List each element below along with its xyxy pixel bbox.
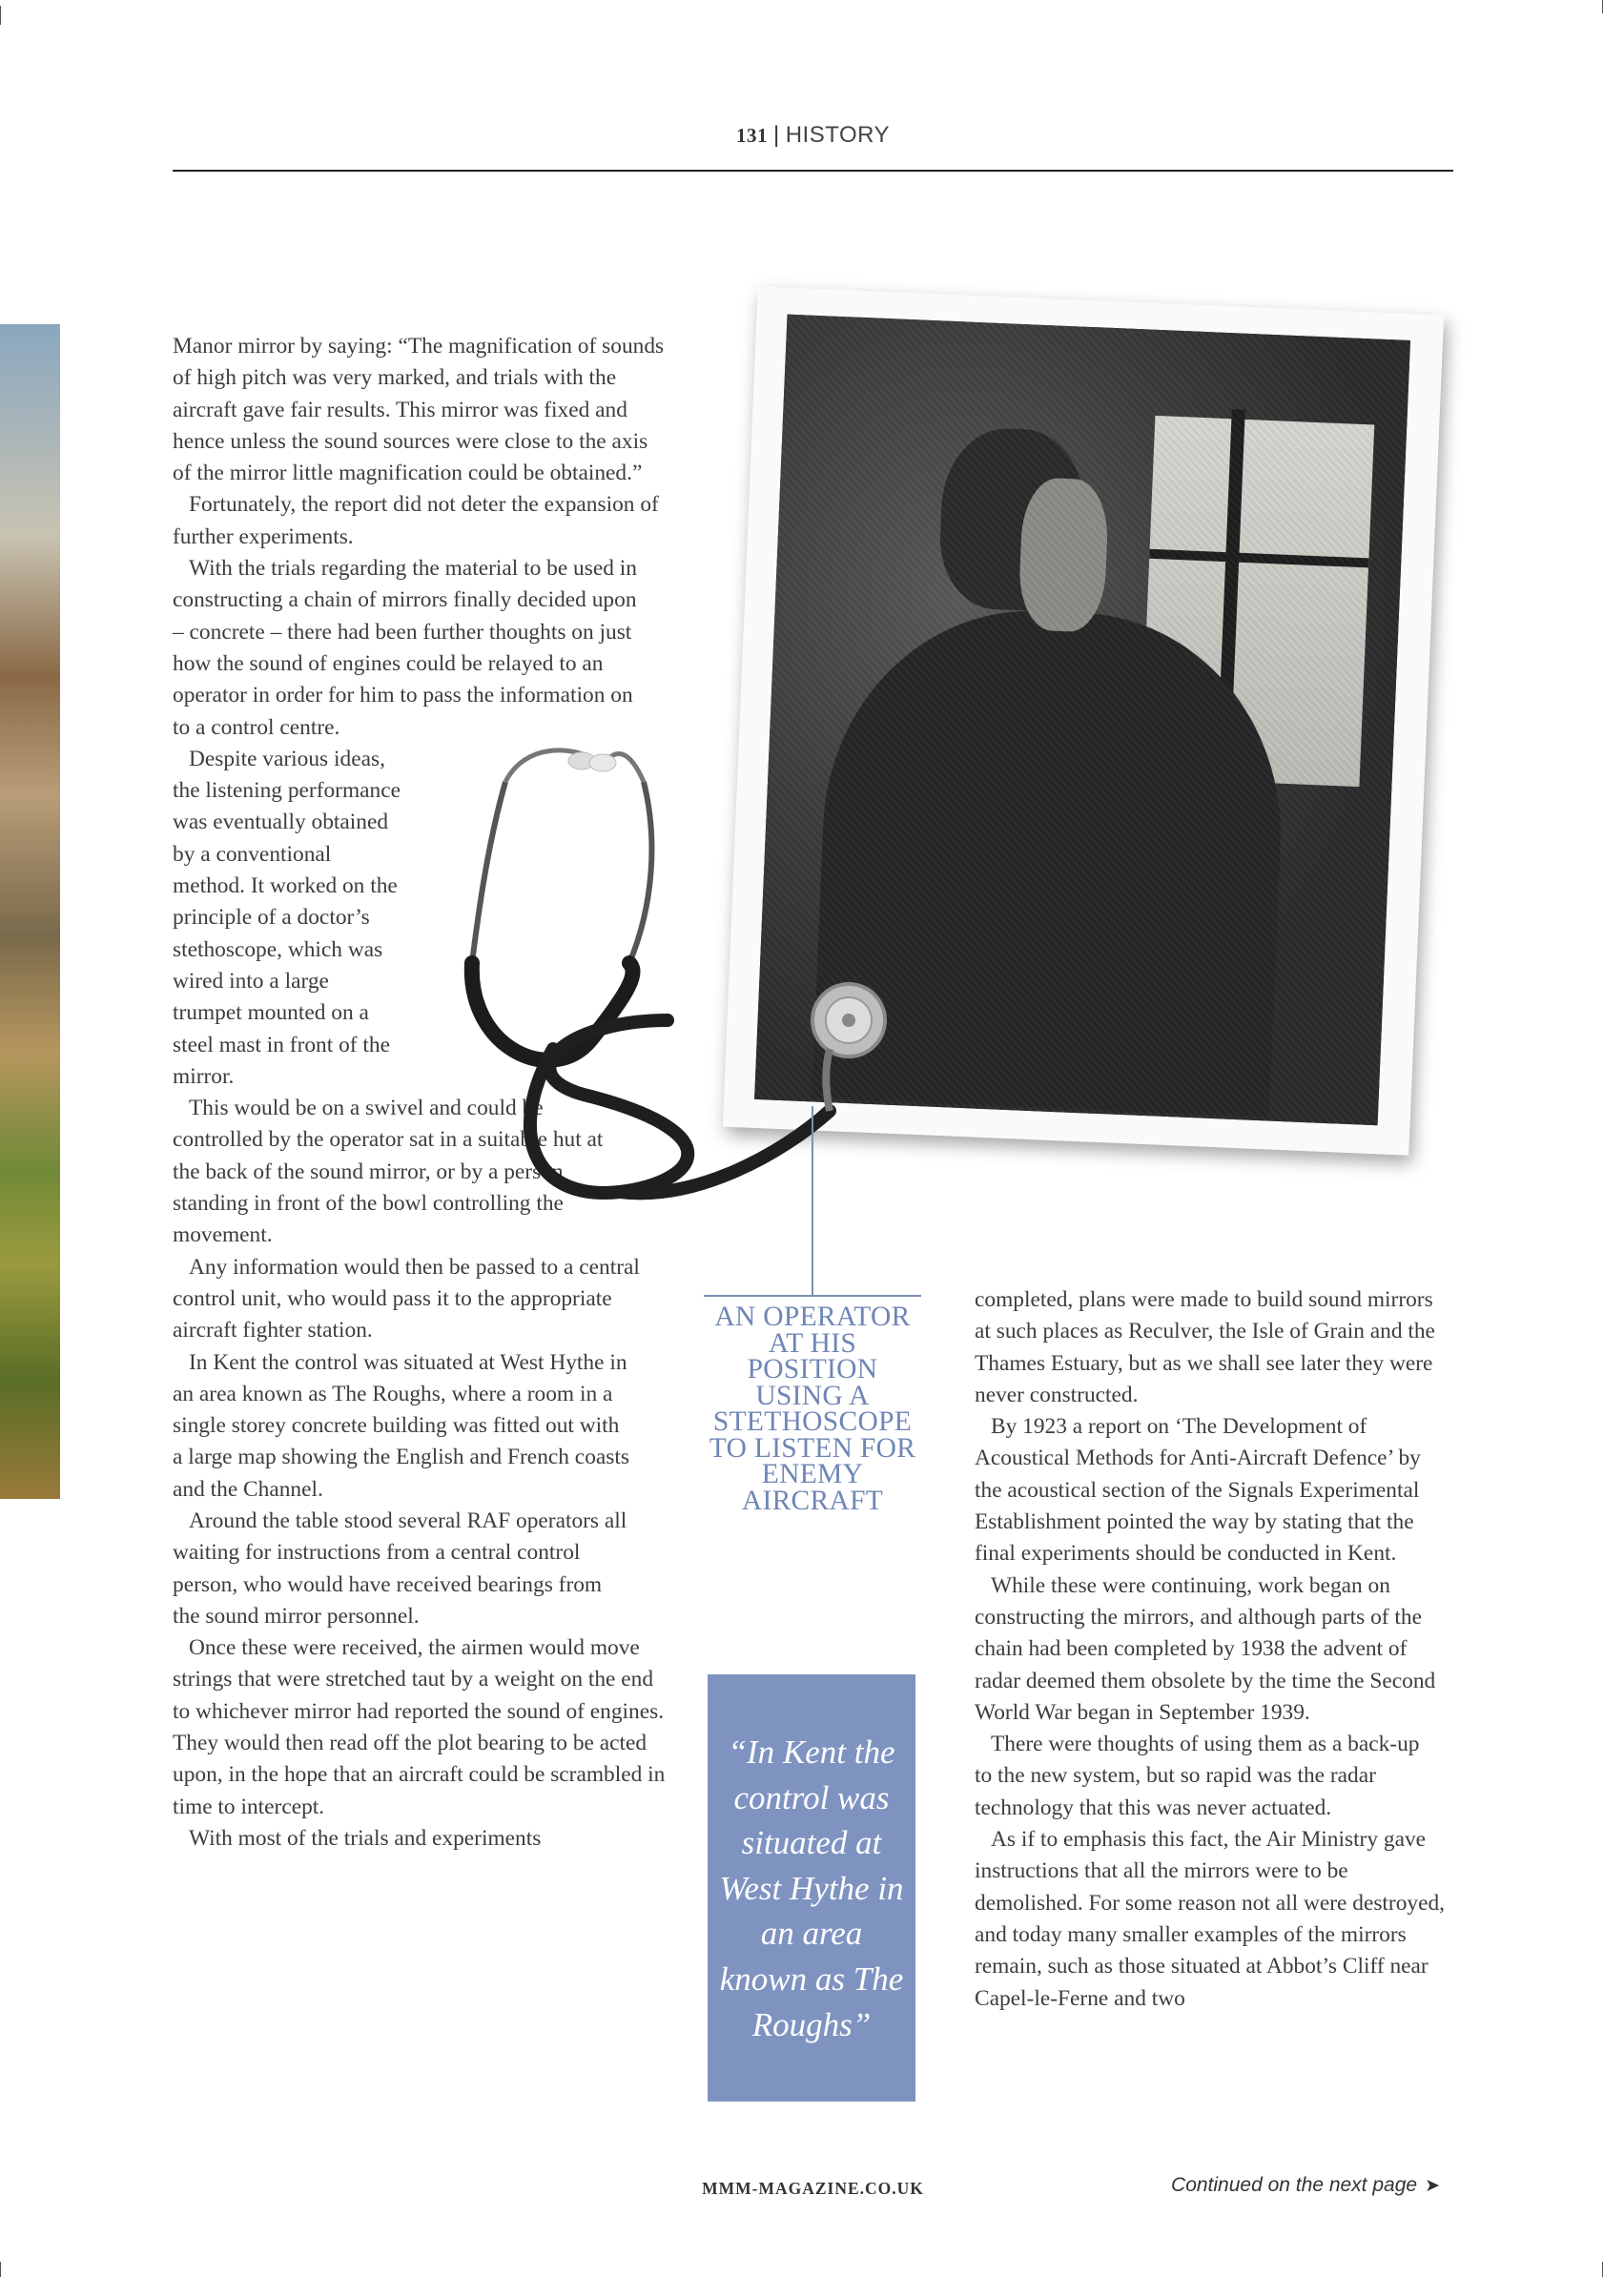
paragraph: Any information would then be passed to a central control unit, who would pass it to the appropriate aircraft fighter station. bbox=[173, 1254, 640, 1344]
paragraph: With the trials regarding the material to be used in constructing a chain of mirrors finally decided upon – concrete – there had been further thoughts on just how the sound of engines could be relayed to an operator in order for him to pass the information on to a control centre. bbox=[173, 556, 637, 740]
paragraph: There were thoughts of using them as a back-up to the new system, but so rapid was the radar technology that this was never actuated. bbox=[975, 1732, 1420, 1820]
caption-connector bbox=[812, 1106, 813, 1295]
header-separator: | bbox=[772, 122, 780, 148]
caption-rule bbox=[704, 1295, 921, 1297]
arrow-right-icon: ➤ bbox=[1425, 2176, 1440, 2196]
photo-caption: AN OPERATOR AT HIS POSITION USING A STETHOSCOPE TO LISTEN FOR ENEMY AIRCRAFT bbox=[709, 1302, 916, 1516]
continued-text: Continued on the next page bbox=[1171, 2174, 1418, 2196]
footer-website: MMM-MAGAZINE.CO.UK bbox=[702, 2179, 924, 2198]
crop-mark bbox=[1602, 2262, 1603, 2277]
paragraph: Once these were received, the airmen would move strings that were stretched taut by a weight on the end to whichever mirror had reported the sound of engines. They would then read off the plot bearing to be acted upon, in the hope that an aircraft could be scrambled in time to intercept. bbox=[173, 1635, 666, 1819]
pull-quote-box bbox=[708, 1674, 915, 2102]
crop-mark bbox=[0, 6, 1, 25]
paragraph: Despite various ideas, the listening performance was eventually obtained by a conventional method. It worked on the principle of a doctor’s stethoscope, which was wired into a large trumpet mounted on a steel mast in front of the mirror. bbox=[173, 746, 401, 1089]
paragraph: By 1923 a report on ‘The Development of Acoustical Methods for Anti-Aircraft Defence’ by the acoustical section of the Signals Experimental Establishment pointed the way by stating that the final experiments should be conducted in Kent. bbox=[975, 1414, 1421, 1567]
crop-mark bbox=[0, 2262, 1, 2277]
paragraph: Fortunately, the report did not deter the expansion of further experiments. bbox=[173, 492, 659, 549]
edge-photo bbox=[0, 324, 60, 1499]
page-number: 131 bbox=[735, 124, 768, 147]
paragraph: As if to emphasis this fact, the Air Ministry gave instructions that all the mirrors were to be demolished. For some reason not all were destroyed, and today many smaller examples of the mirrors remain, such as those situated at Abbot’s Cliff near Capel-le-Ferne and two bbox=[975, 1827, 1446, 2011]
pull-quote-text: “In Kent the control was situated at West Hythe in an area known as The Roughs” bbox=[719, 1733, 904, 2043]
continued-note bbox=[1125, 2174, 1440, 2197]
paragraph: With most of the trials and experiments bbox=[189, 1825, 542, 1851]
page-header bbox=[173, 122, 1453, 172]
crop-mark bbox=[1602, 0, 1603, 13]
section-title: HISTORY bbox=[785, 122, 891, 148]
paragraph: While these were continuing, work began on constructing the mirrors, and although parts of the chain had been completed by 1938 the advent of radar deemed them obsolete by the time the Second World War began in September 1939. bbox=[975, 1572, 1436, 1725]
article-right-column bbox=[975, 1284, 1451, 2015]
paragraph: completed, plans were made to build sound mirrors at such places as Reculver, the Isle of Grain and the Thames Estuary, but as we shall see later they were never constructed. bbox=[975, 1287, 1435, 1407]
paragraph: This would be on a swivel and could be controlled by the operator sat in a suitable hut at the back of the sound mirror, or by a person standing in front of the bowl controlling the movement. bbox=[173, 1096, 604, 1248]
paragraph: In Kent the control was situated at West Hythe in an area known as The Roughs, where a room in a single storey concrete building was fitted out with a large map showing the English and French coasts and the Channel. bbox=[173, 1349, 629, 1502]
stethoscope-illustration bbox=[448, 734, 915, 1230]
paragraph: Manor mirror by saying: “The magnification of sounds of high pitch was very marked, and trials with the aircraft gave fair results. This mirror was fixed and hence unless the sound sources were close to the axis of the mirror little magnification could be obtained.” bbox=[173, 334, 665, 486]
paragraph: Around the table stood several RAF operators all waiting for instructions from a central control person, who would have received bearings from the sound mirror personnel. bbox=[173, 1508, 627, 1629]
